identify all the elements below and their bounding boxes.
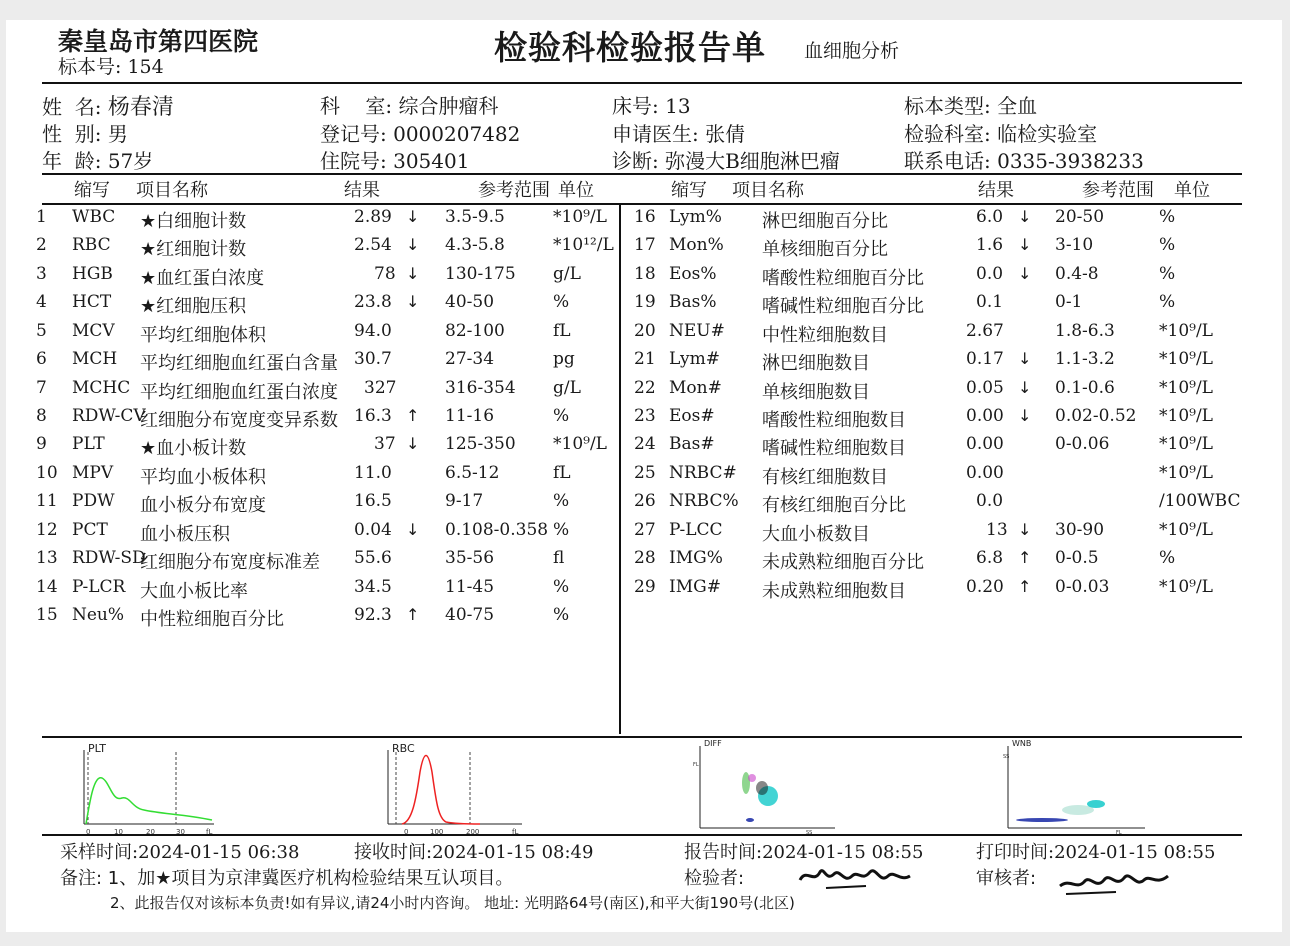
row-number: 3 [36,264,47,284]
print-time-value: 2024-01-15 08:55 [1054,842,1216,863]
divider-top [42,82,1242,84]
row-number: 17 [634,235,656,255]
row-abbr: NRBC# [669,463,737,483]
row-unit: % [1159,235,1176,255]
right-col-unit: 单位 [1174,180,1210,201]
row-number: 25 [634,463,656,483]
row-range: 82-100 [445,321,505,341]
receive-time [354,838,593,864]
report-time-value: 2024-01-15 08:55 [762,842,924,863]
row-number: 12 [36,520,58,540]
sample-type-value: 全血 [997,94,1038,118]
specimen-number-value: 154 [127,56,164,78]
plt-tick-1: 10 [114,828,123,835]
row-unit: *10⁹/L [553,207,607,227]
row-result: 0.00 [966,434,1004,454]
row-abbr: PLT [72,434,105,454]
row-name: 平均红细胞血红蛋白含量 [140,353,338,374]
row-abbr: HGB [72,264,113,284]
row-abbr: RDW-CV [72,406,146,426]
row-flag: ↓ [1018,520,1032,539]
inspector-label: 检验者: [684,868,745,889]
row-name: 淋巴细胞百分比 [762,211,888,232]
row-name: ★血红蛋白浓度 [140,268,265,289]
row-abbr: NRBC% [669,491,739,511]
row-range: 9-17 [445,491,484,511]
row-abbr: RDW-SD [72,548,146,568]
row-number: 28 [634,548,656,568]
row-name: 未成熟粒细胞数目 [762,581,906,602]
left-col-name: 项目名称 [136,180,208,201]
contact-phone-value: 0335-3938233 [997,149,1144,173]
row-abbr: Mon% [669,235,724,255]
wnb-y-axis-label: SS [1003,754,1010,760]
row-range: 40-50 [445,292,495,312]
row-unit: % [553,406,570,426]
divider-plots-bottom [42,834,1242,836]
row-number: 18 [634,264,656,284]
diff-clusters [742,772,778,822]
row-range: 35-56 [445,548,495,568]
row-unit: % [1159,207,1176,227]
wnb-scatter-label: WNB [1012,739,1032,748]
diff-y-axis-label: FL [693,762,699,768]
left-col-range: 参考范围 [478,180,550,201]
row-number: 14 [36,577,58,597]
row-name: 平均红细胞体积 [140,325,266,346]
row-abbr: MCH [72,349,118,369]
row-range: 0-1 [1055,292,1083,312]
row-abbr: MCV [72,321,115,341]
plt-tick-3: 30 [176,828,185,835]
wnb-scatter [1000,738,1150,836]
row-flag: ↓ [1018,349,1032,368]
row-unit: pg [553,349,575,369]
row-range: 27-34 [445,349,495,369]
inspector-signature [796,858,916,901]
plt-tick-4: fL [206,828,213,835]
row-number: 6 [36,349,47,369]
row-number: 7 [36,378,47,398]
row-result: 55.6 [354,548,392,568]
row-flag: ↑ [1018,548,1032,567]
row-name: 嗜酸性粒细胞数目 [762,410,906,431]
row-result: 0.00 [966,406,1004,426]
row-unit: % [553,520,570,540]
bed-number [612,90,691,119]
registration-number-label: 登记号: [320,122,387,146]
department-label: 科 室: [320,94,393,118]
column-divider [619,205,621,734]
row-result: 11.0 [354,463,392,483]
plt-histogram-label: PLT [88,742,106,755]
row-unit: % [553,491,570,511]
row-result: 2.54 [354,235,392,255]
specimen-number [58,52,164,79]
lab-department-value: 临检实验室 [997,122,1098,146]
row-number: 9 [36,434,47,454]
row-number: 2 [36,235,47,255]
rbc-tick-2: 200 [466,828,480,835]
row-abbr: MPV [72,463,114,483]
row-name: 未成熟粒细胞百分比 [762,552,924,573]
row-flag: ↓ [1018,207,1032,226]
plt-curve [86,778,212,824]
row-range: 6.5-12 [445,463,500,483]
row-range: 0-0.06 [1055,434,1110,454]
patient-age-value: 57岁 [107,149,154,173]
row-number: 11 [36,491,58,511]
department [320,90,499,119]
row-result: 16.5 [354,491,392,511]
row-result: 1.6 [976,235,1004,255]
print-time-label: 打印时间: [976,842,1055,863]
row-range: 30-90 [1055,520,1105,540]
row-unit: *10⁹/L [1159,520,1213,540]
row-result: 78 [374,264,396,284]
left-col-abbr: 缩写 [74,180,110,201]
row-range: 3.5-9.5 [445,207,505,227]
row-abbr: Mon# [669,378,722,398]
row-result: 0.20 [966,577,1004,597]
wnb-clusters [1016,800,1105,822]
rbc-histogram-label: RBC [392,742,415,755]
row-number: 4 [36,292,47,312]
row-unit: % [1159,292,1176,312]
row-range: 0-0.03 [1055,577,1110,597]
reviewer-label: 审核者: [976,868,1037,889]
row-name: ★红细胞压积 [140,296,247,317]
row-range: 0-0.5 [1055,548,1099,568]
row-unit: *10¹²/L [553,235,614,255]
report-subtitle: 血细胞分析 [804,40,900,62]
row-result: 13 [986,520,1008,540]
row-unit: fl [553,548,565,568]
row-result: 0.0 [976,264,1004,284]
row-flag: ↑ [1018,577,1032,596]
row-abbr: IMG# [669,577,721,597]
row-result: 94.0 [354,321,392,341]
row-abbr: Eos% [669,264,717,284]
bed-number-label: 床号: [612,94,659,118]
row-range: 11-45 [445,577,495,597]
row-flag: ↓ [1018,235,1032,254]
row-range: 1.8-6.3 [1055,321,1115,341]
registration-number-value: 0000207482 [393,122,521,146]
row-range: 0.4-8 [1055,264,1099,284]
right-col-abbr: 缩写 [671,180,707,201]
row-range: 0.1-0.6 [1055,378,1115,398]
row-number: 21 [634,349,656,369]
row-result: 6.0 [976,207,1004,227]
row-range: 40-75 [445,605,495,625]
row-result: 0.04 [354,520,392,540]
lab-department-label: 检验科室: [904,122,991,146]
wnb-x-axis-label: FL [1116,830,1122,836]
rbc-histogram [380,740,530,835]
sample-type-label: 标本类型: [904,94,991,118]
row-name: 中性粒细胞数目 [762,325,888,346]
row-name: ★血小板计数 [140,438,247,459]
department-value: 综合肿瘤科 [398,94,499,118]
row-flag: ↓ [406,434,420,453]
collect-time [60,838,299,864]
report-sheet [6,20,1282,932]
requesting-doctor [612,118,745,147]
row-unit: *10⁹/L [1159,349,1213,369]
patient-name-value: 杨春清 [107,95,174,120]
row-range: 125-350 [445,434,516,454]
row-number: 15 [36,605,58,625]
report-title: 检验科检验报告单 [494,28,766,67]
requesting-doctor-label: 申请医生: [612,122,699,146]
receive-time-value: 2024-01-15 08:49 [432,842,594,863]
row-number: 5 [36,321,47,341]
plt-tick-2: 20 [146,828,155,835]
row-name: 红细胞分布宽度变异系数 [140,410,338,431]
row-name: 平均红细胞血红蛋白浓度 [140,382,338,403]
row-abbr: Neu% [72,605,125,625]
plt-tick-0: 0 [86,828,91,835]
row-flag: ↓ [406,207,420,226]
row-number: 1 [36,207,47,227]
row-abbr: PDW [72,491,115,511]
row-name: 单核细胞数目 [762,382,870,403]
row-unit: *10⁹/L [1159,406,1213,426]
row-abbr: Bas# [669,434,715,454]
patient-gender-value: 男 [107,122,128,146]
row-result: 0.0 [976,491,1004,511]
row-abbr: Bas% [669,292,717,312]
row-flag: ↓ [406,264,420,283]
row-flag: ↓ [406,235,420,254]
row-unit: *10⁹/L [1159,434,1213,454]
row-name: 有核红细胞百分比 [762,495,906,516]
row-range: 11-16 [445,406,495,426]
row-abbr: WBC [72,207,116,227]
rbc-tick-3: fL [512,828,519,835]
registration-number [320,118,520,147]
row-name: 单核细胞百分比 [762,239,888,260]
diagnosis-label: 诊断: [612,149,659,173]
row-result: 16.3 [354,406,392,426]
right-col-result: 结果 [978,180,1014,201]
patient-name [42,90,174,121]
row-unit: % [1159,548,1176,568]
row-name: 嗜碱性粒细胞数目 [762,438,906,459]
row-result: 6.8 [976,548,1004,568]
patient-name-label: 姓 名: [42,95,102,119]
row-abbr: IMG% [669,548,723,568]
patient-gender [42,118,128,147]
note-line-2: 2、此报告仅对该标本负责!如有异议,请24小时内咨询。 地址: 光明路64号(南区),和平大街190号(北区) [110,894,795,912]
row-range: 3-10 [1055,235,1094,255]
row-range: 0.02-0.52 [1055,406,1137,426]
row-number: 27 [634,520,656,540]
row-name: 大血小板比率 [140,581,248,602]
row-result: 0.05 [966,378,1004,398]
row-unit: % [1159,264,1176,284]
row-abbr: MCHC [72,378,131,398]
row-number: 29 [634,577,656,597]
row-unit: *10⁹/L [1159,463,1213,483]
row-range: 1.1-3.2 [1055,349,1115,369]
diff-scatter [690,738,840,836]
diff-x-axis-label: SS [806,830,813,836]
row-abbr: HCT [72,292,112,312]
row-unit: % [553,577,570,597]
row-unit: fL [553,321,571,341]
plt-histogram [72,740,222,835]
contact-phone [904,145,1144,174]
row-unit: /100WBC [1159,491,1241,511]
patient-age-label: 年 龄: [42,149,102,173]
requesting-doctor-value: 张倩 [705,122,746,146]
left-col-unit: 单位 [558,180,594,201]
row-number: 24 [634,434,656,454]
row-abbr: P-LCR [72,577,126,597]
inpatient-number-value: 305401 [393,149,470,173]
row-number: 20 [634,321,656,341]
divider-info [42,173,1242,175]
row-result: 23.8 [354,292,392,312]
hospital-name: 秦皇岛市第四医院 [58,27,259,56]
row-abbr: Lym% [669,207,722,227]
row-number: 22 [634,378,656,398]
collect-time-value: 2024-01-15 06:38 [138,842,300,863]
row-result: 0.17 [966,349,1004,369]
row-result: 37 [374,434,396,454]
row-flag: ↓ [1018,406,1032,425]
lab-department [904,118,1097,147]
row-result: 0.00 [966,463,1004,483]
row-number: 13 [36,548,58,568]
row-unit: g/L [553,378,581,398]
row-unit: % [553,292,570,312]
note-line-1: 备注: 1、加★项目为京津冀医疗机构检验结果互认项目。 [60,868,514,889]
row-result: 2.67 [966,321,1004,341]
row-number: 8 [36,406,47,426]
patient-gender-label: 性 别: [42,122,102,146]
rbc-tick-0: 0 [404,828,409,835]
row-range: 20-50 [1055,207,1105,227]
patient-age [42,145,153,174]
row-name: ★白细胞计数 [140,211,247,232]
row-abbr: Lym# [669,349,720,369]
diagnosis-value: 弥漫大B细胞淋巴瘤 [665,149,840,173]
row-name: 嗜碱性粒细胞百分比 [762,296,924,317]
row-unit: *10⁹/L [1159,577,1213,597]
row-unit: *10⁹/L [1159,378,1213,398]
row-result: 34.5 [354,577,392,597]
row-number: 16 [634,207,656,227]
row-abbr: Eos# [669,406,715,426]
row-name: ★红细胞计数 [140,239,247,260]
row-result: 327 [364,378,397,398]
row-abbr: P-LCC [669,520,723,540]
row-name: 淋巴细胞数目 [762,353,870,374]
row-number: 26 [634,491,656,511]
left-col-result: 结果 [344,180,380,201]
row-name: 血小板压积 [140,524,230,545]
row-number: 23 [634,406,656,426]
sample-type [904,90,1037,119]
row-number: 19 [634,292,656,312]
row-range: 130-175 [445,264,516,284]
row-result: 92.3 [354,605,392,625]
receive-time-label: 接收时间: [354,842,433,863]
row-abbr: RBC [72,235,111,255]
bed-number-value: 13 [665,94,691,118]
row-range: 316-354 [445,378,516,398]
row-name: 大血小板数目 [762,524,870,545]
row-abbr: PCT [72,520,108,540]
row-name: 嗜酸性粒细胞百分比 [762,268,924,289]
contact-phone-label: 联系电话: [904,149,991,173]
right-col-name: 项目名称 [732,180,804,201]
row-flag: ↓ [1018,378,1032,397]
report-time-label: 报告时间: [684,842,763,863]
right-col-range: 参考范围 [1082,180,1154,201]
row-name: 血小板分布宽度 [140,495,266,516]
rbc-curve [402,756,480,825]
row-number: 10 [36,463,58,483]
row-range: 4.3-5.8 [445,235,505,255]
collect-time-label: 采样时间: [60,842,139,863]
row-flag: ↓ [406,292,420,311]
row-unit: g/L [553,264,581,284]
row-unit: *10⁹/L [1159,321,1213,341]
inpatient-number-label: 住院号: [320,149,387,173]
diff-scatter-label: DIFF [704,739,722,748]
row-unit: fL [553,463,571,483]
divider-header [42,203,1242,205]
row-flag: ↓ [1018,264,1032,283]
row-result: 0.1 [976,292,1004,312]
inpatient-number [320,145,469,174]
specimen-number-label: 标本号: [58,56,122,78]
row-range: 0.108-0.358 [445,520,549,540]
row-abbr: NEU# [669,321,725,341]
row-flag: ↑ [406,605,420,624]
row-flag: ↓ [406,520,420,539]
row-unit: *10⁹/L [553,434,607,454]
row-result: 30.7 [354,349,392,369]
row-name: 有核红细胞数目 [762,467,888,488]
row-result: 2.89 [354,207,392,227]
row-name: 平均血小板体积 [140,467,266,488]
row-unit: % [553,605,570,625]
row-name: 红细胞分布宽度标准差 [140,552,320,573]
diagnosis [612,145,840,174]
reviewer-signature [1056,860,1176,907]
row-flag: ↑ [406,406,420,425]
rbc-tick-1: 100 [430,828,444,835]
row-name: 中性粒细胞百分比 [140,609,284,630]
